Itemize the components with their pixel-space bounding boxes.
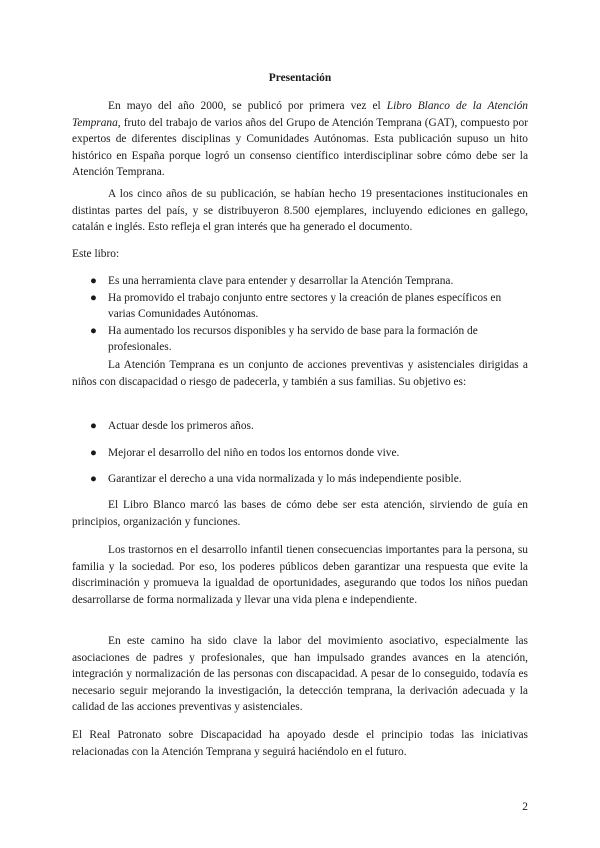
list-item: ● Ha aumentado los recursos disponibles y ha servido de base para la formación de profesionales. [90, 324, 478, 353]
list-item: ● Ha promovido el trabajo conjunto entre sectores y la creación de planes específicos en varias Comunidades Autónomas. [90, 291, 502, 320]
bullet-icon: ● [90, 275, 97, 287]
paragraph-disorders: Los trastornos en el desarrollo infantil tienen consecuencias importantes para la persona, su familia y la sociedad. Por eso, los poderes públicos deben garantizar una respuesta que evite la discriminación y promueva la igualdad de oportunidades, asegurando que todos los niños puedan desarrollarse de forma normalizada y llevar una vida plena e independiente. [72, 544, 528, 606]
page-number: 2 [522, 801, 528, 813]
bullet-icon: ● [90, 291, 97, 304]
paragraph-intro [72, 98, 528, 181]
paragraph-presentations: A los cinco años de su publicación, se habían hecho 19 presentaciones institucionales en distintas partes del país, y se distribuyeron 8.500 ejemplares, incluyendo ediciones en gallego, catalán e inglés. Esto refleja el gran interés que ha generado el documento. [72, 188, 528, 233]
objectives-list [72, 418, 528, 498]
bullet-icon: ● [90, 324, 97, 337]
list-item: ● Es una herramienta clave para entender y desarrollar la Atención Temprana. [72, 273, 528, 290]
paragraph-white-book: El Libro Blanco marcó las bases de cómo debe ser esta atención, sirviendo de guía en principios, organización y funciones. [72, 499, 528, 528]
book-benefits-list [72, 273, 528, 356]
bullet-icon: ● [90, 420, 97, 432]
page-title: Presentación [268, 72, 332, 84]
bullet-icon: ● [90, 473, 97, 485]
paragraph-associations: En este camino ha sido clave la labor del movimiento asociativo, especialmente las asociaciones de padres y profesionales, que han impulsado grandes avances en la atención, integración y normalización de las personas con discapacidad. A pesar de lo conseguido, todavía es necesario seguir mejorando la investigación, la detección temprana, la derivación adecuada y la calidad de las acciones preventivas y asistenciales. [72, 635, 528, 713]
bullet-icon: ● [90, 446, 97, 459]
paragraph-definition: La Atención Temprana es un conjunto de acciones preventivas y asistenciales dirigidas a niños con discapacidad o riesgo de padecerla, y también a sus familias. Su objetivo es: [72, 359, 528, 388]
book-title-italic: Libro Blanco de la Atención Temprana [72, 100, 528, 129]
list-item: ● Actuar desde los primeros años. [72, 418, 528, 435]
paragraph-real-patronato: El Real Patronato sobre Discapacidad ha apoyado desde el principio todas las iniciativas relacionadas con la Atención Temprana y seguirá haciéndolo en el futuro. [72, 729, 528, 758]
paragraph-intro-text-start: En mayo del año 2000, se publicó por primera vez el [108, 100, 387, 112]
list-item: ● Garantizar el derecho a una vida normalizada y lo más independiente posible. [72, 471, 528, 488]
paragraph-intro-text-end: , fruto del trabajo de varios años del Grupo de Atención Temprana (GAT), compuesto por expertos de diferentes disciplinas y Comunidades Autónomas. Esta publicación supuso un hito histórico en España porque logró un consenso científico interdisciplinar sobre cómo debe ser la Atención Temprana. [72, 116, 528, 178]
list-item: ● Mejorar el desarrollo del niño en todos los entornos donde vive. [72, 445, 528, 462]
paragraph-book-label: Este libro: [72, 248, 120, 260]
